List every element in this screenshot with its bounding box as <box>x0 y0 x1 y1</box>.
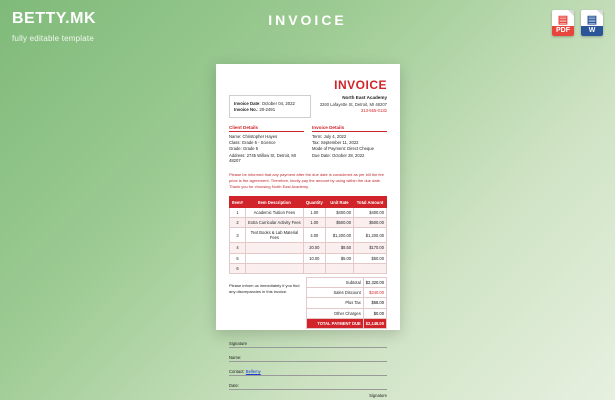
client-details-title: Client Details <box>229 125 304 132</box>
cell-quantity: 20.00 <box>303 243 325 253</box>
grand-total-label: TOTAL PAYMENT DUE <box>307 318 363 328</box>
cell-description: Academic Tuition Fees <box>245 207 303 217</box>
file-format-icons <box>552 10 603 36</box>
client-name: Name: Christopher Hayes <box>229 133 278 139</box>
invoice-payment-mode: Mode of Payment: Direct Cheque <box>312 146 374 152</box>
discrepancy-note: Please inform us immediately if you find any discrepancies in this invoice. <box>229 282 300 294</box>
other-charges-value: $0.00 <box>363 308 386 318</box>
date-label: Date: <box>229 382 240 388</box>
cell-amount: $1,200.00 <box>354 228 387 243</box>
totals-table <box>306 277 387 329</box>
cell-unit-rate: $8.50 <box>325 243 353 253</box>
contact-label <box>229 369 261 374</box>
cell-unit-rate: $500.00 <box>325 218 353 228</box>
company-phone: 313-555-0132 <box>360 108 387 113</box>
brand-tagline: fully editable template <box>12 34 94 43</box>
client-details <box>229 125 304 165</box>
parties-section <box>229 125 387 165</box>
invoice-tax: Tax: September 11, 2022 <box>312 139 359 145</box>
cell-quantity: 1.00 <box>303 218 325 228</box>
page-title: INVOICE <box>268 12 347 28</box>
table-row <box>230 218 387 228</box>
word-glyph-icon: ▤ <box>586 14 598 26</box>
date-line[interactable] <box>229 381 387 390</box>
signature-section <box>229 339 387 398</box>
pdf-file-label: PDF <box>552 26 574 36</box>
company-address: 3260 Lafayette St, Detroit, MI 48207 <box>319 101 387 107</box>
invoice-number-row: Invoice No.: 20-2491 <box>234 107 276 112</box>
cell-unit-rate <box>325 263 353 273</box>
page-header <box>0 0 615 56</box>
tax-value: $68.00 <box>363 298 386 308</box>
cell-amount <box>354 263 387 273</box>
brand-name: BETTY.MK <box>12 10 96 27</box>
invoice-term: Term: July 4, 2022 <box>312 133 347 139</box>
col-quantity: Quantity <box>303 197 325 207</box>
col-item-number: Item# <box>230 197 246 207</box>
other-charges-label: Other Charges <box>307 308 363 318</box>
cell-item-number: 1 <box>230 207 246 217</box>
line-items-table <box>229 196 387 274</box>
cell-amount: $170.00 <box>354 243 387 253</box>
cell-description <box>245 263 303 273</box>
cell-item-number: 4 <box>230 243 246 253</box>
word-file-icon[interactable] <box>581 10 603 36</box>
contact-line[interactable] <box>229 367 387 376</box>
cell-unit-rate: $5.00 <box>325 253 353 263</box>
client-class: Class: Grade 5 - Science <box>229 139 276 145</box>
client-address: Address: 2745 Willow St, Detroit, MI 48207 <box>229 152 297 163</box>
invoice-details <box>312 125 387 165</box>
invoice-heading: INVOICE <box>334 78 387 92</box>
col-unit-rate: Unit Rate <box>325 197 353 207</box>
invoice-due-date: Due Date: October 28, 2022 <box>312 152 365 158</box>
table-row <box>230 228 387 243</box>
table-row <box>230 207 387 217</box>
table-header-row <box>230 197 387 207</box>
pdf-glyph-icon: ▤ <box>557 14 569 26</box>
signature-line[interactable] <box>229 339 387 348</box>
invoice-number-label: Invoice No. <box>234 107 257 112</box>
col-item-description: Item Description <box>245 197 303 207</box>
cell-description: Text Books & Lab Material Fees <box>245 228 303 243</box>
name-label: Name: <box>229 354 242 360</box>
cell-unit-rate: $1,200.00 <box>325 228 353 243</box>
contact-link[interactable]: Bellemy <box>245 368 261 374</box>
subtotal-label: Subtotal <box>307 277 363 287</box>
cell-amount: $500.00 <box>354 218 387 228</box>
company-name: North East Academy <box>342 95 387 100</box>
other-charges-row <box>307 308 387 318</box>
cell-description: Extra Curricular Activity Fees <box>245 218 303 228</box>
name-line[interactable] <box>229 353 387 362</box>
cell-item-number: 5 <box>230 253 246 263</box>
discount-label: Sales Discount <box>307 288 363 298</box>
tax-label: Plus Tax <box>307 298 363 308</box>
table-row <box>230 243 387 253</box>
cell-item-number: 3 <box>230 228 246 243</box>
table-row <box>230 253 387 263</box>
discount-value: $240.00 <box>363 288 386 298</box>
invoice-date-row: Invoice Date: October 04, 2022 <box>234 100 295 106</box>
invoice-number-value: 20-2491 <box>259 107 276 112</box>
cell-quantity: 1.00 <box>303 207 325 217</box>
invoice-meta-box <box>229 95 311 118</box>
grand-total-value: $2,148.00 <box>363 318 386 328</box>
grand-total-row <box>307 318 387 328</box>
client-grade: Grade: Grade 5 <box>229 146 259 152</box>
cell-amount: $50.00 <box>354 253 387 263</box>
contact-label-text: Contact: <box>229 368 245 374</box>
cell-quantity: 4.00 <box>303 228 325 243</box>
cell-quantity <box>303 263 325 273</box>
cell-item-number: 6 <box>230 263 246 273</box>
cell-description <box>245 243 303 253</box>
signature-label: Signature <box>229 340 247 346</box>
invoice-document <box>216 64 400 398</box>
tax-row <box>307 298 387 308</box>
cell-description <box>245 253 303 263</box>
invoice-date-label: Invoice Date <box>234 100 260 106</box>
payment-notice: Please be informed that any payment after the due date is considered as per bill the fee price is the agreement. Therefore, kindly pay the amount by using within the due date. Thank you for choosing North East Academy. <box>229 172 384 189</box>
cell-item-number: 2 <box>230 218 246 228</box>
subtotal-value: $2,320.00 <box>363 277 386 287</box>
col-total-amount: Total Amount <box>354 197 387 207</box>
cell-unit-rate: $400.00 <box>325 207 353 217</box>
invoice-details-title: Invoice Details <box>312 125 387 132</box>
discount-row <box>307 288 387 298</box>
subtotal-row <box>307 277 387 287</box>
word-file-label: W <box>581 26 603 36</box>
authorized-signature-label: Signature <box>369 392 387 398</box>
pdf-file-icon[interactable] <box>552 10 574 36</box>
table-row <box>230 263 387 273</box>
invoice-date-value: October 04, 2022 <box>261 100 295 106</box>
cell-amount: $400.00 <box>354 207 387 217</box>
cell-quantity: 10.00 <box>303 253 325 263</box>
